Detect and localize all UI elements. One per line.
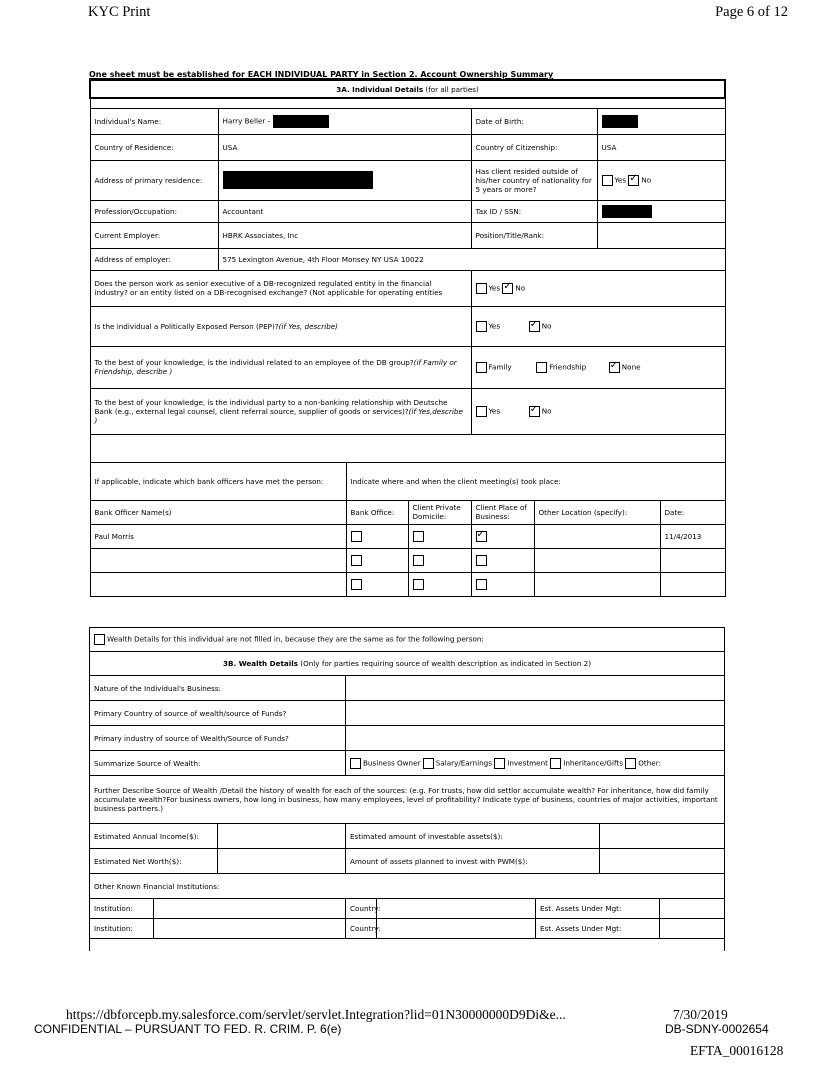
net-worth-value — [218, 849, 346, 874]
bank-office-checkbox[interactable] — [351, 579, 362, 590]
nature-value — [346, 676, 725, 701]
nonbank-options: Yes ✓ No — [471, 388, 725, 434]
inheritance-checkbox[interactable] — [550, 758, 561, 769]
assets-label: Est. Assets Under Mgt: — [536, 919, 660, 939]
other-location-cell — [534, 524, 660, 548]
further-describe: Further Describe Source of Wealth /Detail the history of wealth for each of the sources: (e.g. For trusts, how did settlor accumulate wealth? For inheritance, how did family accumulate wealth?For business owners, how long in business, how many employees, level of profitability? Indicate type of business, countries of major activities, important business partners.) — [90, 776, 725, 824]
primary-industry-value — [346, 726, 725, 751]
planned-label: Amount of assets planned to invest with PWM($): — [346, 849, 600, 874]
section-3a-title: 3A. Individual Details (for all parties) — [90, 80, 725, 98]
meeting-date: 11/4/2013 — [660, 524, 725, 548]
employer-address-value: 575 Lexington Avenue, 4th Floor Monsey NY USA 10022 — [218, 248, 725, 270]
country-label: Country: — [346, 899, 377, 919]
country-label: Country: — [346, 919, 377, 939]
salary-checkbox[interactable] — [423, 758, 434, 769]
related-question: To the best of your knowledge, is the individual related to an employee of the DB group?(if Family or Friendship, describe ) — [90, 346, 471, 388]
same-as-row: Wealth Details for this individual are not filled in, because they are the same as for the following person: — [90, 628, 725, 652]
annual-income-label: Estimated Annual Income($): — [90, 824, 218, 849]
other-institutions-label: Other Known Financial Institutions: — [90, 874, 725, 899]
friendship-checkbox[interactable] — [536, 362, 547, 373]
position-label: Position/Title/Rank: — [471, 222, 597, 248]
footer-url: https://dbforcepb.my.salesforce.com/servlet/servlet.Integration?lid=01N30000000D9Di&e... — [66, 1007, 566, 1022]
redaction-block — [273, 115, 329, 128]
residence-value: USA — [218, 134, 471, 160]
family-checkbox[interactable] — [476, 362, 487, 373]
residence-label: Country of Residence: — [90, 134, 218, 160]
col-domicile-header: Client Private Domicile: — [408, 500, 471, 524]
col-date-header: Date: — [660, 500, 725, 524]
assets-value — [660, 919, 725, 939]
employer-value: HBRK Associates, Inc — [218, 222, 471, 248]
footer-efta-number: EFTA_00016128 — [690, 1043, 784, 1058]
pep-no-checkbox[interactable] — [529, 321, 540, 332]
meeting-row — [90, 524, 725, 548]
institution-label: Institution: — [90, 919, 154, 939]
net-worth-label: Estimated Net Worth($): — [90, 849, 218, 874]
institution-label: Institution: — [90, 899, 154, 919]
resided-no-checkbox[interactable] — [628, 175, 639, 186]
employer-label: Current Employer: — [90, 222, 218, 248]
resided-yes-checkbox[interactable] — [602, 175, 613, 186]
footer-print-date: 7/30/2019 — [673, 1007, 728, 1022]
institution-value — [154, 899, 346, 919]
primary-industry-label: Primary industry of source of Wealth/Source of Funds? — [90, 726, 346, 751]
place-business-cell — [471, 524, 534, 548]
pep-question: Is the individual a Politically Exposed Person (PEP)?(if Yes, describe) — [90, 306, 471, 346]
col-officer-header: Bank Officer Name(s) — [90, 500, 346, 524]
individual-name-label: Individual's Name: — [90, 108, 218, 134]
domicile-checkbox[interactable] — [413, 579, 424, 590]
bank-office-checkbox[interactable] — [351, 555, 362, 566]
investable-label: Estimated amount of investable assets($): — [346, 824, 600, 849]
domicile-checkbox[interactable] — [413, 531, 424, 542]
officer-name: Paul Morris — [90, 524, 346, 548]
section-3b-title: 3B. Wealth Details (Only for parties requiring source of wealth description as indicated in Section 2) — [90, 652, 725, 676]
related-options: Family Friendship ✓ None — [471, 346, 725, 388]
individual-details-table — [89, 79, 726, 597]
country-value — [377, 919, 536, 939]
summarize-options: Business Owner Salary/Earnings Investment Inheritance/Gifts Other: — [346, 751, 725, 776]
business-owner-checkbox[interactable] — [350, 758, 361, 769]
header-page-number: Page 6 of 12 — [715, 4, 788, 20]
institution-row — [90, 899, 725, 919]
col-bank-office-header: Bank Office: — [346, 500, 408, 524]
citizenship-value: USA — [597, 134, 725, 160]
nonbank-no-checkbox[interactable] — [529, 406, 540, 417]
same-as-checkbox[interactable] — [94, 634, 105, 645]
nonbank-yes-checkbox[interactable] — [476, 406, 487, 417]
employer-address-label: Address of employer: — [90, 248, 218, 270]
dob-label: Date of Birth: — [471, 108, 597, 134]
assets-value — [660, 899, 725, 919]
investable-value — [600, 824, 725, 849]
col-other-header: Other Location (specify): — [534, 500, 660, 524]
summarize-label: Summarize Source of Wealth: — [90, 751, 346, 776]
bank-office-cell — [346, 524, 408, 548]
primary-country-value — [346, 701, 725, 726]
nonbank-question: To the best of your knowledge, is the individual party to a non-banking relationship with Deutsche Bank (e.g., external legal counsel, client referral source, supplier of goods or services)?(if Yes,describe ) — [90, 388, 471, 434]
citizenship-label: Country of Citizenship: — [471, 134, 597, 160]
bank-office-checkbox[interactable] — [351, 531, 362, 542]
domicile-cell — [408, 524, 471, 548]
none-checkbox[interactable] — [609, 362, 620, 373]
senior-exec-no-checkbox[interactable] — [502, 283, 513, 294]
place-business-checkbox[interactable] — [476, 555, 487, 566]
taxid-value — [597, 200, 725, 222]
redaction-block — [602, 205, 652, 218]
officers-question: If applicable, indicate which bank officers have met the person: — [90, 462, 346, 500]
taxid-label: Tax ID / SSN: — [471, 200, 597, 222]
primary-country-label: Primary Country of source of wealth/source of Funds? — [90, 701, 346, 726]
redaction-block — [223, 171, 373, 189]
institution-value — [154, 919, 346, 939]
senior-exec-options: Yes ✓ No — [471, 270, 725, 306]
profession-value: Accountant — [218, 200, 471, 222]
position-value — [597, 222, 725, 248]
meeting-row — [90, 548, 725, 572]
meeting-row — [90, 572, 725, 596]
col-place-business-header: Client Place of Business: — [471, 500, 534, 524]
domicile-checkbox[interactable] — [413, 555, 424, 566]
header-title: KYC Print — [88, 4, 151, 20]
address-label: Address of primary residence: — [90, 160, 218, 200]
individual-name-value: Harry Beller - — [218, 108, 471, 134]
profession-label: Profession/Occupation: — [90, 200, 218, 222]
resided-outside-options: Yes ✓ No — [597, 160, 725, 200]
annual-income-value — [218, 824, 346, 849]
address-value — [218, 160, 471, 200]
country-value — [377, 899, 536, 919]
pep-options: Yes ✓ No — [471, 306, 725, 346]
resided-outside-label: Has client resided outside of his/her country of nationality for 5 years or more? — [471, 160, 597, 200]
institution-row — [90, 919, 725, 939]
senior-exec-yes-checkbox[interactable] — [476, 283, 487, 294]
meeting-question: Indicate where and when the client meeting(s) took place: — [346, 462, 725, 500]
other-checkbox[interactable] — [625, 758, 636, 769]
place-business-checkbox[interactable] — [476, 531, 487, 542]
senior-exec-question: Does the person work as senior executive of a DB-recognized regulated entity in the financial industry? or an entity listed on a DB-recognised exchange? (Not applicable for operating entities — [90, 270, 471, 306]
footer-confidential: CONFIDENTIAL – PURSUANT TO FED. R. CRIM. P. 6(e) — [34, 1022, 342, 1036]
pep-yes-checkbox[interactable] — [476, 321, 487, 332]
dob-value — [597, 108, 725, 134]
investment-checkbox[interactable] — [494, 758, 505, 769]
redaction-block — [602, 115, 638, 128]
planned-value — [600, 849, 725, 874]
nature-label: Nature of the Individual's Business: — [90, 676, 346, 701]
wealth-details-table — [89, 627, 725, 951]
sheet-instruction: One sheet must be established for EACH INDIVIDUAL PARTY in Section 2. Account Ownership Summary — [89, 70, 554, 79]
footer-bates-number: DB-SDNY-0002654 — [665, 1022, 769, 1036]
place-business-checkbox[interactable] — [476, 579, 487, 590]
assets-label: Est. Assets Under Mgt: — [536, 899, 660, 919]
